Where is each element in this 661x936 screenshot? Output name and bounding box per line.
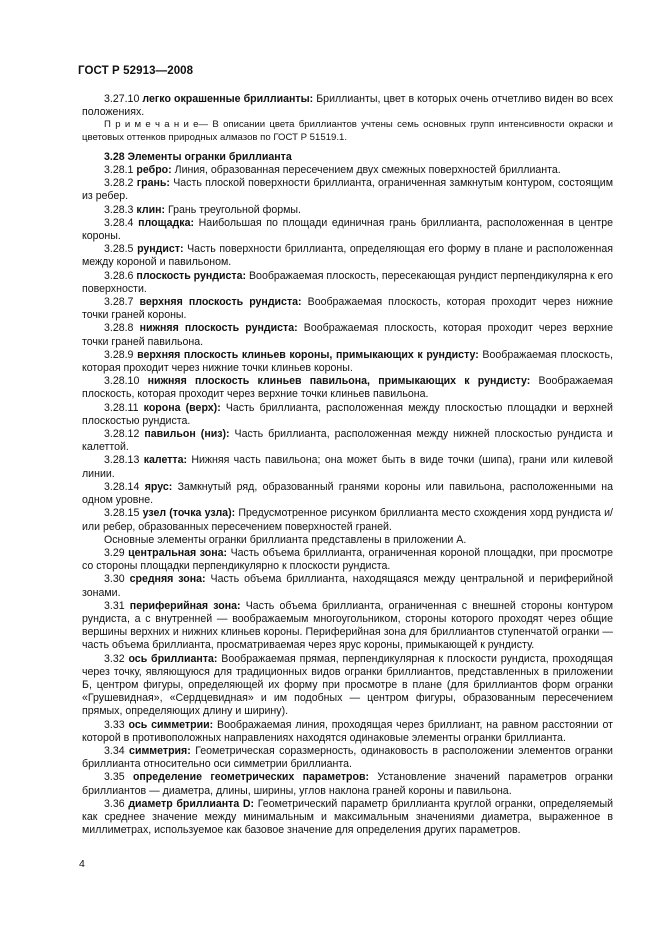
clause-number: 3.36 bbox=[104, 797, 125, 810]
definition: Воображаемая плоскость, пересекающая рундист перпендикулярна к его поверхности. bbox=[82, 269, 613, 295]
paragraph bbox=[82, 481, 613, 507]
clause-number: 3.28.4 bbox=[104, 216, 134, 229]
term: павильон (низ): bbox=[144, 428, 230, 441]
clause-number: 3.28.3 bbox=[104, 203, 134, 216]
clause-number: 3.28.12 bbox=[104, 428, 140, 441]
term: определение геометрических параметров: bbox=[132, 771, 370, 784]
definition: Грань треугольной формы. bbox=[167, 203, 301, 216]
paragraph bbox=[82, 771, 613, 797]
paragraph bbox=[82, 573, 613, 599]
term: периферийная зона: bbox=[129, 599, 241, 612]
note-label: П р и м е ч а н и е bbox=[104, 119, 199, 131]
definition: Часть бриллианта, расположенная между нижней плоскостью рундиста и калеттой. bbox=[82, 428, 613, 454]
clause-number: 3.28.15 bbox=[104, 507, 140, 520]
clause-number: 3.34 bbox=[104, 744, 125, 757]
paragraph bbox=[82, 719, 613, 745]
clause-number: 3.28.5 bbox=[104, 243, 134, 256]
paragraph bbox=[82, 164, 613, 177]
clause-number: 3.28.9 bbox=[104, 348, 134, 361]
term: ребро: bbox=[136, 164, 172, 177]
definition: Часть бриллианта, расположенная между плоскостью площадки и верхней плоскостью рундиста. bbox=[82, 401, 613, 427]
term: верхняя плоскость рундиста: bbox=[139, 296, 302, 309]
paragraph bbox=[82, 402, 613, 428]
definition: Часть объема бриллианта, находящаяся между центральной и периферийной зонами. bbox=[82, 573, 614, 599]
clause-number: 3.28.1 bbox=[104, 164, 134, 177]
clause-number: 3.27.10 bbox=[104, 93, 140, 105]
term: нижняя плоскость рундиста: bbox=[139, 322, 298, 335]
term: ярус: bbox=[144, 480, 173, 493]
term: плоскость рундиста: bbox=[136, 269, 247, 282]
paragraph bbox=[82, 547, 613, 573]
definition: Часть плоской поверхности бриллианта, ограниченная замкнутым контуром, состоящим из ребер. bbox=[82, 177, 613, 203]
clause-number: 3.35 bbox=[104, 771, 125, 784]
clause-number: 3.28.2 bbox=[104, 177, 134, 190]
term: корона (верх): bbox=[143, 401, 221, 414]
clause-number: 3.31 bbox=[104, 599, 125, 612]
definition: Наибольшая по площади единичная грань бриллианта, расположенная в центре короны. bbox=[82, 216, 613, 243]
term: рундист: bbox=[137, 243, 184, 256]
paragraph bbox=[82, 243, 613, 269]
definition: Бриллианты, цвет в которых очень отчетливо виден во всех положениях. bbox=[82, 93, 613, 119]
paragraph bbox=[82, 375, 613, 401]
page-header: ГОСТ Р 52913—2008 bbox=[78, 65, 194, 77]
clause-number: 3.30 bbox=[104, 573, 125, 586]
paragraph bbox=[82, 798, 613, 838]
paragraph bbox=[82, 204, 613, 217]
paragraph bbox=[82, 349, 613, 375]
definition: Геометрическая соразмерность, одинаковость в расположении элементов огранки бриллианта относительно оси симметрии бриллианта. bbox=[82, 744, 613, 771]
definition: Установление значений параметров огранки бриллиантов — диаметра, длины, ширины, углов наклона граней короны и павильона. bbox=[82, 771, 613, 797]
definition: Нижняя часть павильона; она может быть в виде точки (шипа), грани или килевой линии. bbox=[82, 454, 613, 480]
paragraph bbox=[82, 217, 613, 243]
term: нижняя плоскость клиньев павильона, примыкающих к рундисту: bbox=[147, 375, 531, 388]
term: симметрия: bbox=[129, 744, 191, 757]
clause-number: 3.28.8 bbox=[104, 322, 134, 335]
paragraph bbox=[82, 428, 613, 454]
term: ось симметрии: bbox=[128, 718, 214, 731]
clause-number: 3.28.7 bbox=[104, 296, 134, 309]
definition: Воображаемая линия, проходящая через бриллиант, на равном расстоянии от которой в противоположных направлениях находятся одинаковые элементы огранки бриллианта. bbox=[82, 718, 613, 744]
paragraph bbox=[82, 507, 613, 533]
paragraph bbox=[82, 177, 613, 203]
paragraph bbox=[82, 296, 613, 322]
definition: Воображаемая плоскость, которая проходит через нижние точки граней короны. bbox=[82, 296, 613, 322]
page-number: 4 bbox=[79, 858, 85, 870]
paragraph bbox=[82, 653, 613, 719]
term: узел (точка узла): bbox=[142, 507, 236, 520]
paragraph bbox=[82, 600, 613, 653]
term: ось бриллианта: bbox=[128, 652, 218, 665]
term: клин: bbox=[136, 203, 166, 216]
clause-number: 3.33 bbox=[104, 718, 125, 731]
definition: Линия, образованная пересечением двух смежных поверхностей бриллианта. bbox=[174, 164, 561, 177]
paragraph bbox=[82, 322, 613, 348]
document-body bbox=[82, 93, 613, 837]
term: калетта: bbox=[143, 454, 188, 467]
plain-paragraph: Основные элементы огранки бриллианта представлены в приложении А. bbox=[104, 533, 467, 546]
paragraph bbox=[82, 454, 613, 480]
term: средняя зона: bbox=[129, 573, 206, 586]
paragraph bbox=[82, 93, 613, 119]
definition: Предусмотренное рисунком бриллианта место схождения хорд рундиста и/или ребер, образованных пересечением поверхностей граней. bbox=[82, 507, 613, 533]
clause-number: 3.28.6 bbox=[104, 269, 134, 282]
definition: Замкнутый ряд, образованный гранями короны или павильона, расположенными на одном уровне. bbox=[82, 480, 613, 507]
term: грань: bbox=[136, 177, 170, 190]
clause-number: 3.28.14 bbox=[104, 480, 140, 493]
paragraph bbox=[82, 745, 613, 771]
definition: Часть объема бриллианта, ограниченная короной площадки, при просмотре со стороны площадки перпендикулярно к плоскости рундиста. bbox=[82, 546, 613, 573]
clause-number: 3.28.10 bbox=[104, 375, 140, 388]
clause-number: 3.29 bbox=[104, 546, 125, 559]
definition: Воображаемая прямая, перпендикулярная к плоскости рундиста, проходящая через точку, являющуюся для традиционных видов огранки бриллиантов, представленных в приложении Б, центром фигуры, определяющей их форму при просмотре в плане (для бриллиантов форм огранки «Грушевидная», «Сердцевидная» и им подобных — центром фигуры, образованным пересечением прямых, определяющих длину и ширину). bbox=[82, 652, 614, 718]
section-heading: 3.28 Элементы огранки бриллианта bbox=[104, 150, 292, 163]
definition: Воображаемая плоскость, которая проходит через верхние точки клиньев павильона. bbox=[82, 375, 614, 401]
clause-number: 3.28.13 bbox=[104, 454, 140, 467]
definition: Воображаемая плоскость, которая проходит через нижние точки клиньев короны. bbox=[82, 348, 613, 375]
definition: Часть поверхности бриллианта, определяющая его форму в плане и расположенная между короной и павильоном. bbox=[82, 243, 613, 269]
term: площадка: bbox=[138, 216, 194, 229]
paragraph bbox=[82, 270, 613, 296]
term: диаметр бриллианта D: bbox=[128, 797, 255, 810]
definition: Геометрический параметр бриллианта круглой огранки, определяемый как среднее значение между минимальным и максимальным значениями диаметра, выраженное в миллиметрах, используемое как базовое значение для определения других параметров. bbox=[82, 797, 613, 837]
definition: Воображаемая плоскость, которая проходит через верхние точки граней павильона. bbox=[82, 322, 613, 348]
definition: Часть объема бриллианта, ограниченная с внешней стороны контуром рундиста, а с внутренней — воображаемым многоугольником, стороны которого проходят через общие вершины верхних и нижних клиньев короны. Периферийная зона для бриллиантов ступенчатой огранки — часть объема бриллианта, просматриваемая через ярус короны, примыкающей к рундисту. bbox=[82, 599, 613, 652]
clause-number: 3.28.11 bbox=[104, 401, 139, 414]
term: легко окрашенные бриллианты: bbox=[142, 93, 314, 105]
term: верхняя плоскость клиньев короны, примыкающих к рундисту: bbox=[137, 348, 479, 361]
term: центральная зона: bbox=[128, 546, 228, 559]
clause-number: 3.32 bbox=[104, 652, 125, 665]
note bbox=[82, 119, 613, 143]
note-text: — В описании цвета бриллиантов учтены семь основных групп интенсивности окраски и цветовых оттенков природных алмазов по ГОСТ Р 51519.1. bbox=[82, 119, 613, 143]
